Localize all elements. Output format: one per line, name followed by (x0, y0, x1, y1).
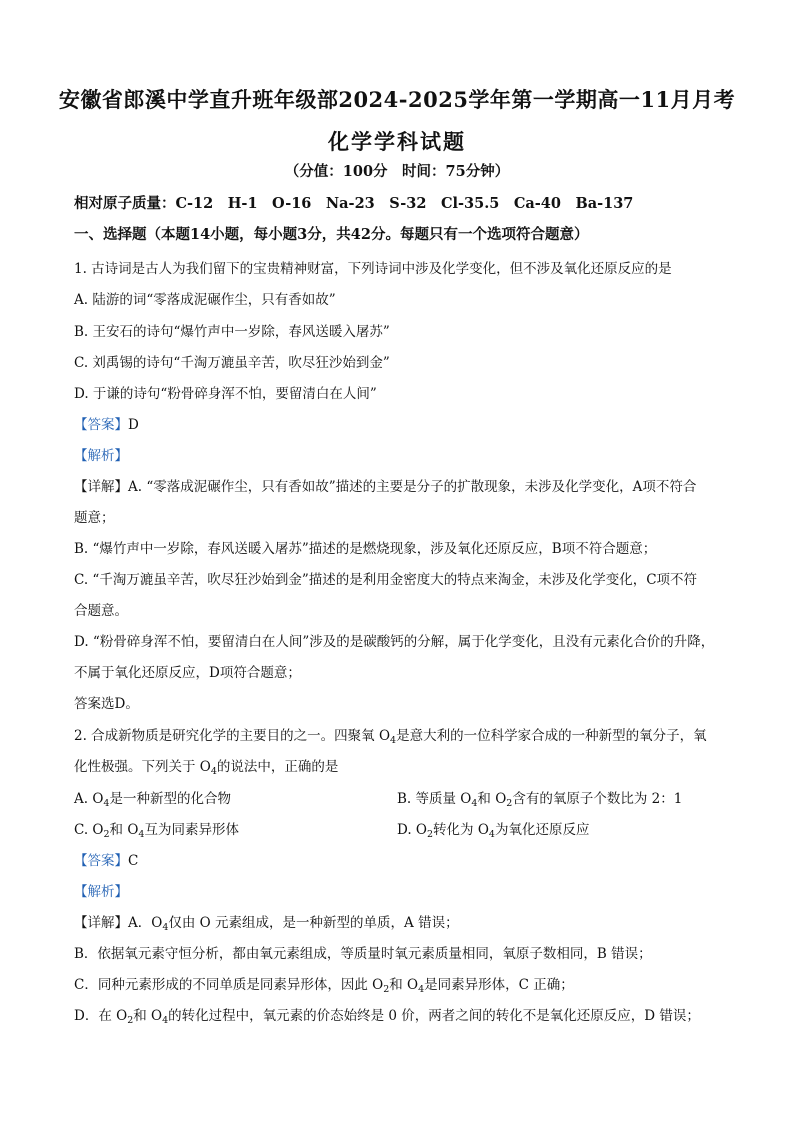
q1-detail-c: C. “千淘万漉虽辛苦，吹尽狂沙始到金”描述的是利用金密度大的特点来淘金，未涉及化学变化，C项不符 (74, 572, 698, 588)
exam-subtitle: 化学学科试题 (328, 129, 466, 154)
option-text: 转化为 O (433, 822, 489, 838)
q1-option-b: B. 王安石的诗句“爆竹声中一岁除，春风送暖入屠苏” (74, 324, 390, 340)
option-text: 互为同素异形体 (144, 822, 239, 838)
q2-option-a (74, 790, 231, 808)
q2-stem-text: 是意大利的一位科学家合成的一种新型的氧分子，氧 (396, 728, 707, 744)
q2-stem-cont (74, 758, 338, 776)
detail-text: D．在 O (74, 1008, 128, 1024)
exam-title: 安徽省郎溪中学直升班年级部2024-2025学年第一学期高一11月月考 (58, 87, 736, 112)
detail-text: 的转化过程中，氧元素的价态始终是 0 价，两者之间的转化不是氧化还原反应，D 错误； (168, 1008, 700, 1024)
subscript: 4 (138, 829, 145, 840)
detail-text: 是同素异形体，C 正确； (424, 977, 574, 993)
detail-text: 和 O (389, 977, 419, 993)
q1-option-c: C. 刘禹锡的诗句“千淘万漉虽辛苦，吹尽狂沙始到金” (74, 355, 390, 371)
answer-tag: 【答案】 (74, 853, 128, 869)
q1-analysis-tag: 【解析】 (74, 448, 128, 464)
subscript: 2 (383, 984, 390, 995)
atomic-masses: 相对原子质量：C-12 H-1 O-16 Na-23 S-32 Cl-35.5 Ca-40 Ba-137 (74, 195, 634, 212)
subscript: 2 (127, 1015, 134, 1026)
option-text: A. O (74, 791, 104, 807)
option-text: 为氧化还原反应 (494, 822, 590, 838)
q1-detail-a-text: A. “零落成泥碾作尘，只有香如故”描述的主要是分子的扩散现象，未涉及化学变化，A项不符合 (128, 479, 697, 495)
detail-tag: 【详解】 (74, 479, 128, 495)
q2-analysis-tag: 【解析】 (74, 884, 128, 900)
detail-text: C．同种元素形成的不同单质是同素异形体，因此 O (74, 977, 384, 993)
q2-detail-d (74, 1007, 700, 1025)
q2-option-d (397, 821, 589, 839)
subscript: 4 (162, 1015, 169, 1026)
option-text: D. O (397, 822, 427, 838)
q2-stem-text: 的说法中，正确的是 (216, 759, 339, 775)
detail-text: 和 O (133, 1008, 163, 1024)
subscript: 4 (418, 984, 425, 995)
q2-answer (74, 852, 138, 870)
answer-tag: 【答案】 (74, 417, 128, 433)
score-time-info: （分值：100分 时间：75分钟） (284, 163, 510, 180)
q2-detail-b: B．依据氧元素守恒分析，都由氧元素组成，等质量时氧元素质量相同，氧原子数相同，B 错误； (74, 946, 652, 962)
subscript: 4 (390, 735, 397, 746)
q1-detail-d-cont: 不属于氧化还原反应，D项符合题意； (74, 665, 301, 681)
subscript: 4 (162, 922, 169, 933)
detail-text: A．O (128, 915, 163, 931)
subscript: 2 (427, 829, 434, 840)
q1-detail-a-cont: 题意； (74, 510, 115, 526)
q2-stem-text: 化性极强。下列关于 O (74, 759, 211, 775)
option-text: 和 O (477, 791, 507, 807)
q2-stem-text: 2. 合成新物质是研究化学的主要目的之一。四聚氧 O (74, 728, 391, 744)
q2-option-c (74, 821, 239, 839)
subscript: 4 (488, 829, 495, 840)
option-text: 是一种新型的化合物 (109, 791, 231, 807)
detail-tag: 【详解】 (74, 915, 128, 931)
q2-stem (74, 727, 707, 745)
q1-detail-a (74, 478, 696, 496)
detail-text: 仅由 O 元素组成，是一种新型的单质，A 错误； (168, 915, 459, 931)
q1-option-a: A. 陆游的词“零落成泥碾作尘，只有香如故” (74, 292, 336, 308)
option-text: B. 等质量 O (397, 791, 472, 807)
q1-answer-value: D (128, 417, 139, 433)
subscript: 4 (471, 798, 478, 809)
option-text: C. O (74, 822, 104, 838)
q1-stem: 1. 古诗词是古人为我们留下的宝贵精神财富，下列诗词中涉及化学变化，但不涉及氧化还原反应的是 (74, 261, 672, 277)
q2-detail-a (74, 914, 459, 932)
subscript: 4 (103, 798, 110, 809)
option-text: 含有的氧原子个数比为 2：1 (512, 791, 683, 807)
subscript: 4 (210, 766, 217, 777)
q1-option-d: D. 于谦的诗句“粉骨碎身浑不怕，要留清白在人间” (74, 386, 377, 402)
section-heading: 一、选择题（本题14小题，每小题3分，共42分。每题只有一个选项符合题意） (74, 226, 589, 243)
q1-detail-b: B. “爆竹声中一岁除，春风送暖入屠苏”描述的是燃烧现象，涉及氧化还原反应，B项不符合题意； (74, 541, 657, 557)
q2-detail-c (74, 976, 574, 994)
q1-detail-d: D. “粉骨碎身浑不怕，要留清白在人间”涉及的是碳酸钙的分解，属于化学变化，且没有元素化合价的升降， (74, 634, 715, 650)
q1-detail-c-cont: 合题意。 (74, 603, 128, 619)
subscript: 2 (103, 829, 110, 840)
q1-answer (74, 416, 139, 434)
subscript: 2 (506, 798, 513, 809)
option-text: 和 O (109, 822, 139, 838)
q2-option-b (397, 790, 682, 808)
q1-conclusion: 答案选D。 (74, 696, 139, 712)
q2-answer-value: C (128, 853, 139, 869)
